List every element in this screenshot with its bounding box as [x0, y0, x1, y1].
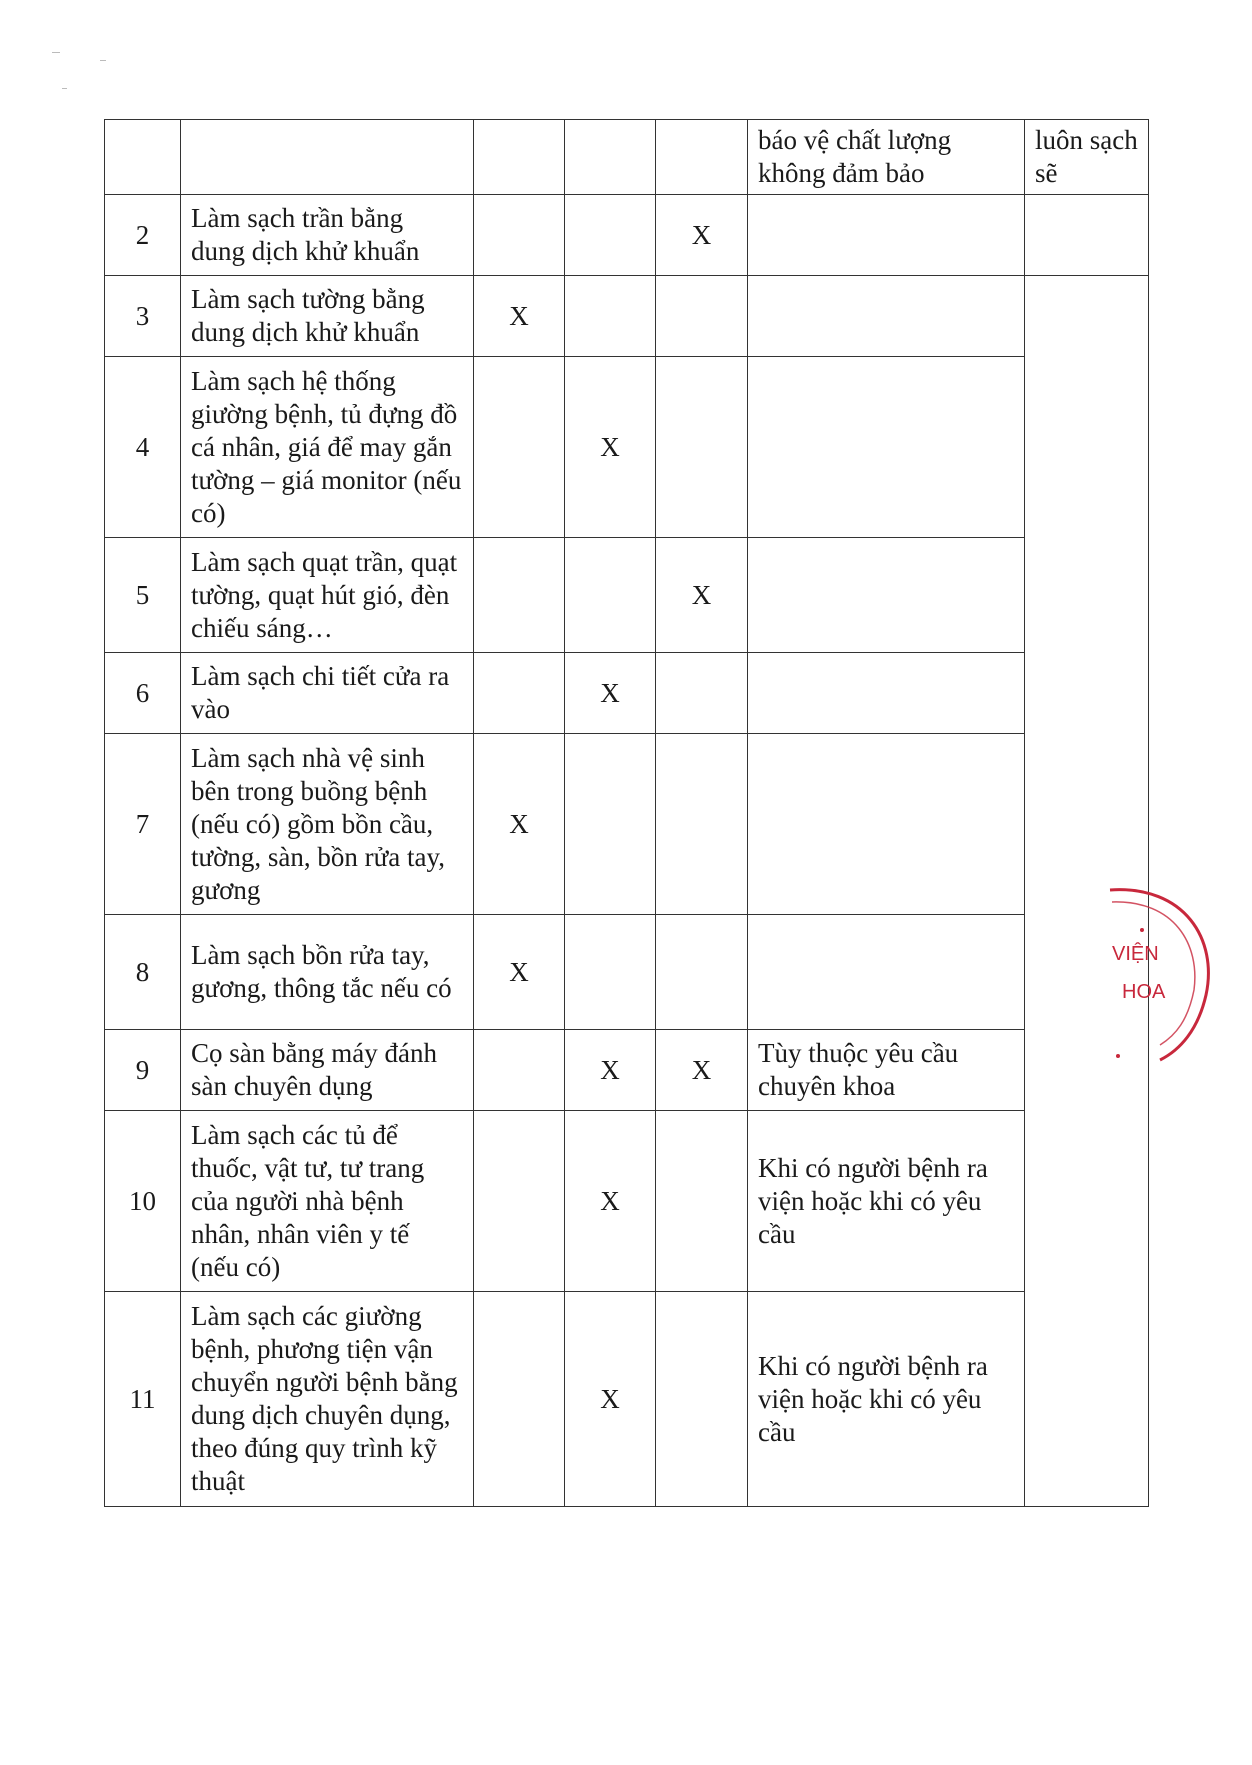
mark-cell — [474, 1111, 565, 1292]
mark-cell — [565, 195, 656, 276]
mark-cell — [656, 653, 748, 734]
task-cell: Làm sạch tường bằng dung dịch khử khuẩn — [181, 276, 474, 357]
note-cell — [748, 276, 1025, 357]
cleaning-schedule-table — [104, 119, 1149, 1507]
task-cell: Làm sạch nhà vệ sinh bên trong buồng bệnh (nếu có) gồm bồn cầu, tường, sàn, bồn rửa tay, gương — [181, 734, 474, 915]
mark-cell: X — [565, 1030, 656, 1111]
task-cell — [181, 120, 474, 195]
table-row — [105, 1111, 1149, 1292]
mark-cell — [474, 357, 565, 538]
mark-cell — [474, 653, 565, 734]
stt-cell: 3 — [105, 276, 181, 357]
stt-cell: 7 — [105, 734, 181, 915]
note-cell — [748, 195, 1025, 276]
mark-cell — [656, 357, 748, 538]
stt-cell — [105, 120, 181, 195]
mark-cell — [656, 276, 748, 357]
table-row — [105, 1292, 1149, 1507]
task-cell: Cọ sàn bằng máy đánh sàn chuyên dụng — [181, 1030, 474, 1111]
note-cell — [748, 915, 1025, 1030]
mark-cell — [656, 1111, 748, 1292]
table-row — [105, 915, 1149, 1030]
stt-cell: 2 — [105, 195, 181, 276]
table-row-continuation — [105, 120, 1149, 195]
stt-cell: 11 — [105, 1292, 181, 1507]
note-cell: Khi có người bệnh ra viện hoặc khi có yêu cầu — [748, 1111, 1025, 1292]
stt-cell: 10 — [105, 1111, 181, 1292]
mark-cell — [656, 734, 748, 915]
mark-cell — [565, 538, 656, 653]
mark-cell: X — [656, 538, 748, 653]
mark-cell — [656, 120, 748, 195]
task-cell: Làm sạch bồn rửa tay, gương, thông tắc nếu có — [181, 915, 474, 1030]
mark-cell — [474, 120, 565, 195]
note-cell — [748, 538, 1025, 653]
mark-cell — [474, 1030, 565, 1111]
table-row — [105, 653, 1149, 734]
note-cell — [748, 653, 1025, 734]
mark-cell — [565, 276, 656, 357]
scan-mark — [52, 52, 60, 53]
stt-cell: 9 — [105, 1030, 181, 1111]
task-cell: Làm sạch chi tiết cửa ra vào — [181, 653, 474, 734]
task-cell: Làm sạch trần bằng dung dịch khử khuẩn — [181, 195, 474, 276]
scan-mark — [100, 60, 106, 61]
mark-cell: X — [474, 734, 565, 915]
mark-cell: X — [656, 195, 748, 276]
scan-mark — [62, 88, 67, 89]
mark-cell: X — [565, 357, 656, 538]
note-cell — [748, 357, 1025, 538]
table-row — [105, 357, 1149, 538]
mark-cell — [474, 195, 565, 276]
requirement-cell — [1025, 195, 1149, 276]
note-cell — [748, 734, 1025, 915]
stt-cell: 4 — [105, 357, 181, 538]
mark-cell — [656, 1292, 748, 1507]
table-row — [105, 195, 1149, 276]
note-cell: Tùy thuộc yêu cầu chuyên khoa — [748, 1030, 1025, 1111]
task-cell: Làm sạch các tủ để thuốc, vật tư, tư trang của người nhà bệnh nhân, nhân viên y tế (nếu có) — [181, 1111, 474, 1292]
mark-cell: X — [565, 1111, 656, 1292]
note-cell: Khi có người bệnh ra viện hoặc khi có yêu cầu — [748, 1292, 1025, 1507]
task-cell: Làm sạch quạt trần, quạt tường, quạt hút gió, đèn chiếu sáng… — [181, 538, 474, 653]
stt-cell: 6 — [105, 653, 181, 734]
stt-cell: 5 — [105, 538, 181, 653]
official-stamp — [1090, 880, 1230, 1080]
mark-cell — [565, 915, 656, 1030]
mark-cell — [474, 538, 565, 653]
note-cell: báo vệ chất lượng không đảm bảo — [748, 120, 1025, 195]
mark-cell: X — [474, 915, 565, 1030]
mark-cell: X — [565, 1292, 656, 1507]
mark-cell: X — [656, 1030, 748, 1111]
mark-cell: X — [565, 653, 656, 734]
table-row — [105, 734, 1149, 915]
task-cell: Làm sạch hệ thống giường bệnh, tủ đựng đồ cá nhân, giá để may gắn tường – giá monitor (nếu có) — [181, 357, 474, 538]
mark-cell — [565, 120, 656, 195]
mark-cell — [474, 1292, 565, 1507]
table-row — [105, 276, 1149, 357]
table-row — [105, 538, 1149, 653]
mark-cell — [656, 915, 748, 1030]
table-row — [105, 1030, 1149, 1111]
task-cell: Làm sạch các giường bệnh, phương tiện vận chuyển người bệnh bằng dung dịch chuyên dụng, theo đúng quy trình kỹ thuật — [181, 1292, 474, 1507]
stamp-text-vien: VIỆN — [1112, 943, 1159, 965]
requirement-cell: luôn sạch sẽ — [1025, 120, 1149, 195]
mark-cell: X — [474, 276, 565, 357]
stamp-text-hoa: HOA — [1122, 981, 1166, 1003]
stt-cell: 8 — [105, 915, 181, 1030]
mark-cell — [565, 734, 656, 915]
